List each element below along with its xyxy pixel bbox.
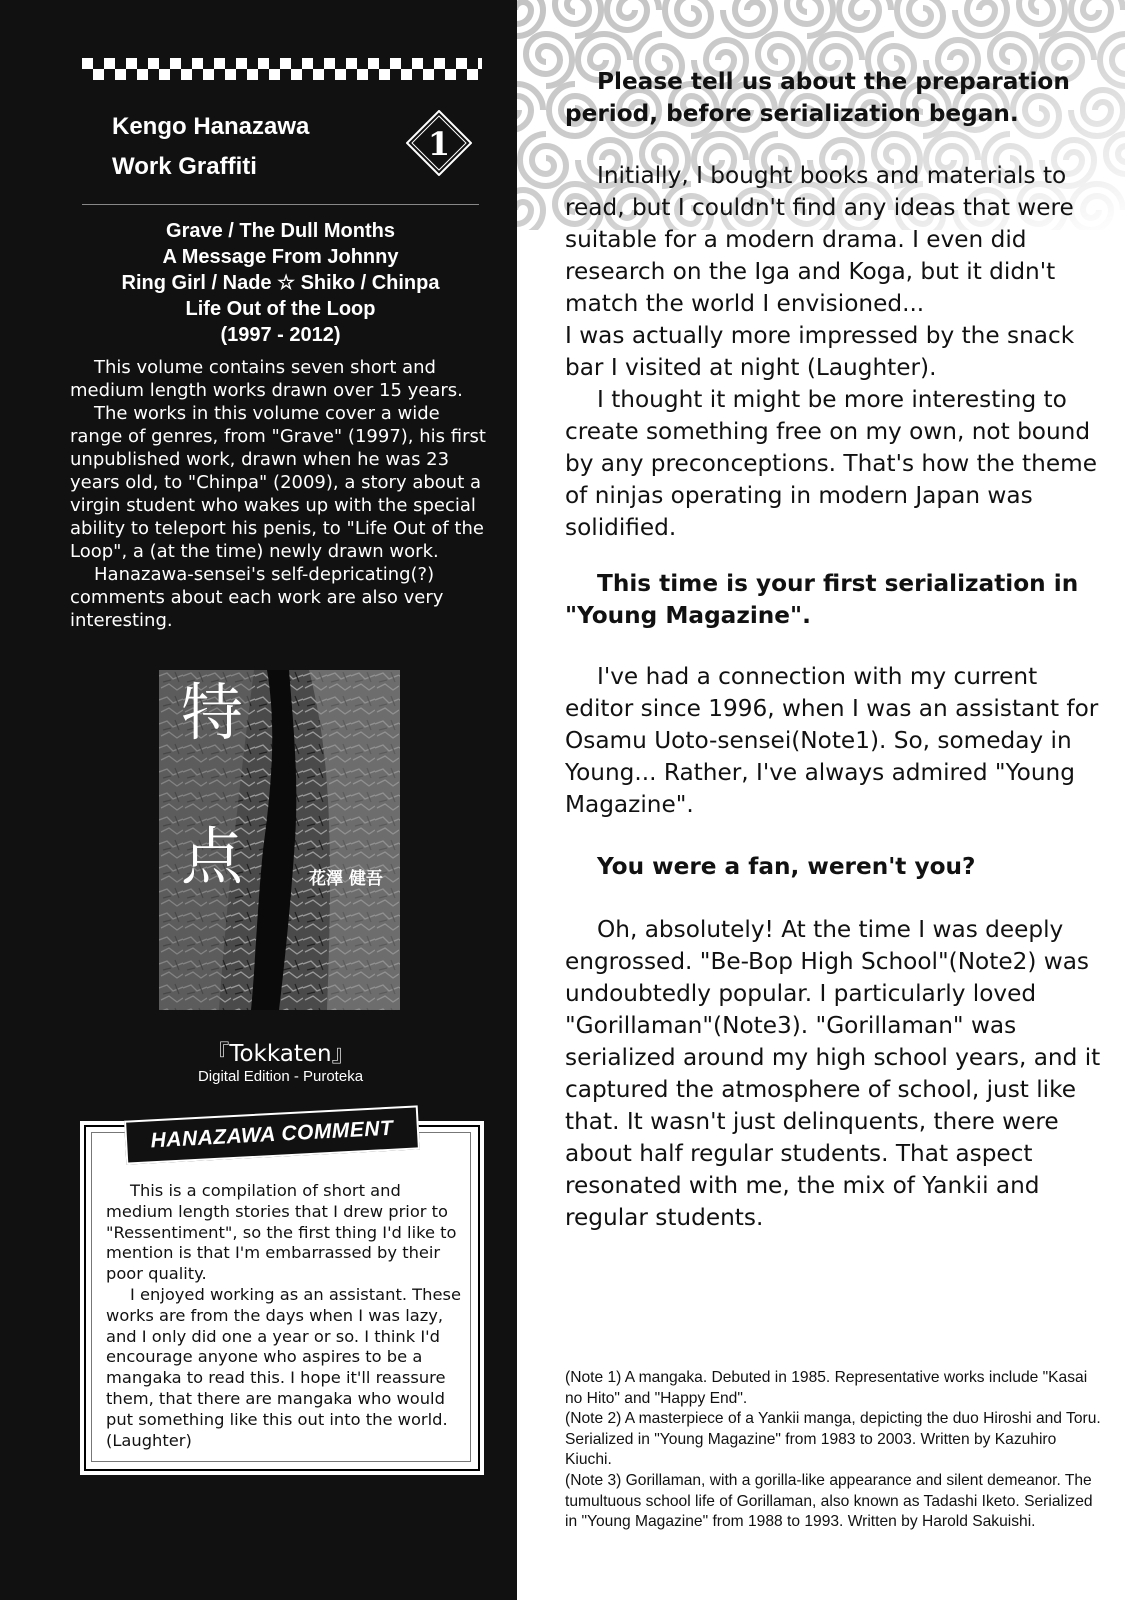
- cover-title-kanji: 特: [181, 676, 244, 749]
- footnotes: [565, 1368, 1105, 1533]
- interview-panel: [517, 0, 1125, 1600]
- interview-answer: [565, 914, 1105, 1234]
- interview-answer: [565, 661, 1105, 821]
- interview-answer: [565, 160, 1105, 544]
- volume-number: 1: [427, 125, 451, 163]
- footnote: (Note 3) Gorillaman, with a gorilla-like appearance and silent demeanor. The tumultuous school life of Gorillaman, also known as Tadashi Iketo. Serialized in "Young Magazine" from 1988 to 1993. Written by Harold Sakuishi.: [565, 1471, 1093, 1531]
- description-paragraph: Hanazawa-sensei's self-depricating(?) comments about each work are also very interesting.: [70, 564, 444, 631]
- series-title-line1: Kengo Hanazawa: [112, 113, 310, 140]
- comment-paragraph: I enjoyed working as an assistant. These works are from the days when I was lazy, and I only did one a year or so. I think I'd encourage anyone who aspires to be a mangaka to read this. I hope it'll reassure them, that there are mangaka who would put something like this out into the world. (Laughter): [106, 1284, 461, 1450]
- cover-author: 花澤 健吾: [309, 869, 383, 889]
- works-line: Grave / The Dull Months: [166, 220, 395, 242]
- divider: [82, 204, 479, 205]
- answer-paragraph: I've had a connection with my current editor since 1996, when I was an assistant for Osamu Uoto-sensei(Note1). So, someday in Young... Rather, I've always admired "Young Magazine".: [565, 663, 1099, 818]
- footnote: (Note 1) A mangaka. Debuted in 1985. Representative works include "Kasai no Hito" and "Happy End".: [565, 1369, 1088, 1407]
- works-list: [82, 218, 479, 348]
- volume-number-badge: [406, 110, 472, 176]
- answer-paragraph: Oh, absolutely! At the time I was deeply engrossed. "Be-Bop High School"(Note2) was undoubtedly popular. I particularly loved "Gorillaman"(Note3). "Gorillaman" was serialized around my high school years, and it captured the atmosphere of school, just like that. It wasn't just delinquents, there were about half regular students. That aspect resonated with me, the mix of Yankii and regular students.: [565, 916, 1101, 1231]
- works-years: (1997 - 2012): [220, 324, 341, 346]
- volume-description: [70, 356, 495, 632]
- question-text: This time is your first serialization in "Young Magazine".: [565, 570, 1079, 629]
- cover-subtitle: Digital Edition - Puroteka: [197, 1068, 364, 1085]
- book-cover-image: [159, 670, 400, 1010]
- answer-paragraph: Initially, I bought books and materials to read, but I couldn't find any ideas that were suitable for a modern drama. I even did research on the Iga and Koga, but it didn't match the world I envisioned...: [565, 162, 1074, 317]
- interview-question: [565, 851, 1105, 883]
- answer-paragraph: I was actually more impressed by the snack bar I visited at night (Laughter).: [565, 322, 1075, 381]
- answer-paragraph: I thought it might be more interesting to create something free on my own, not bound by any preconceptions. That's how the theme of ninjas operating in modern Japan was solidified.: [565, 386, 1097, 541]
- works-line: Life Out of the Loop: [185, 298, 376, 320]
- cover-title-kanji: 点: [181, 820, 244, 893]
- comment-heading: HANAZAWA COMMENT: [150, 1116, 394, 1153]
- works-line: Ring Girl / Nade ☆ Shiko / Chinpa: [121, 272, 440, 294]
- comment-paragraph: This is a compilation of short and medium length stories that I drew prior to "Ressentiment", so the first thing I'd like to mention is that I'm embarrassed by their poor quality.: [106, 1181, 457, 1284]
- question-text: You were a fan, weren't you?: [597, 853, 976, 880]
- comment-text: [106, 1181, 462, 1451]
- description-paragraph: This volume contains seven short and medium length works drawn over 15 years.: [70, 357, 463, 401]
- footnote: (Note 2) A masterpiece of a Yankii manga, depicting the duo Hiroshi and Toru. Serialized in "Young Magazine" from 1983 to 2003. Written by Kazuhiro Kiuchi.: [565, 1410, 1101, 1469]
- works-line: A Message From Johnny: [162, 246, 399, 268]
- cover-title: 『Tokkaten』: [206, 1041, 355, 1067]
- series-title-line2: Work Graffiti: [112, 153, 257, 180]
- checkered-border: [82, 58, 482, 80]
- sidebar-panel: [0, 0, 517, 1600]
- interview-question: [565, 66, 1105, 130]
- description-paragraph: The works in this volume cover a wide range of genres, from "Grave" (1997), his first unpublished work, drawn when he was 23 years old, to "Chinpa" (2009), a story about a virgin student who wakes up with the special ability to teleport his penis, to "Life Out of the Loop", a (at the time) newly drawn work.: [70, 403, 486, 562]
- interview-question: [565, 568, 1105, 632]
- question-text: Please tell us about the preparation period, before serialization began.: [565, 68, 1070, 127]
